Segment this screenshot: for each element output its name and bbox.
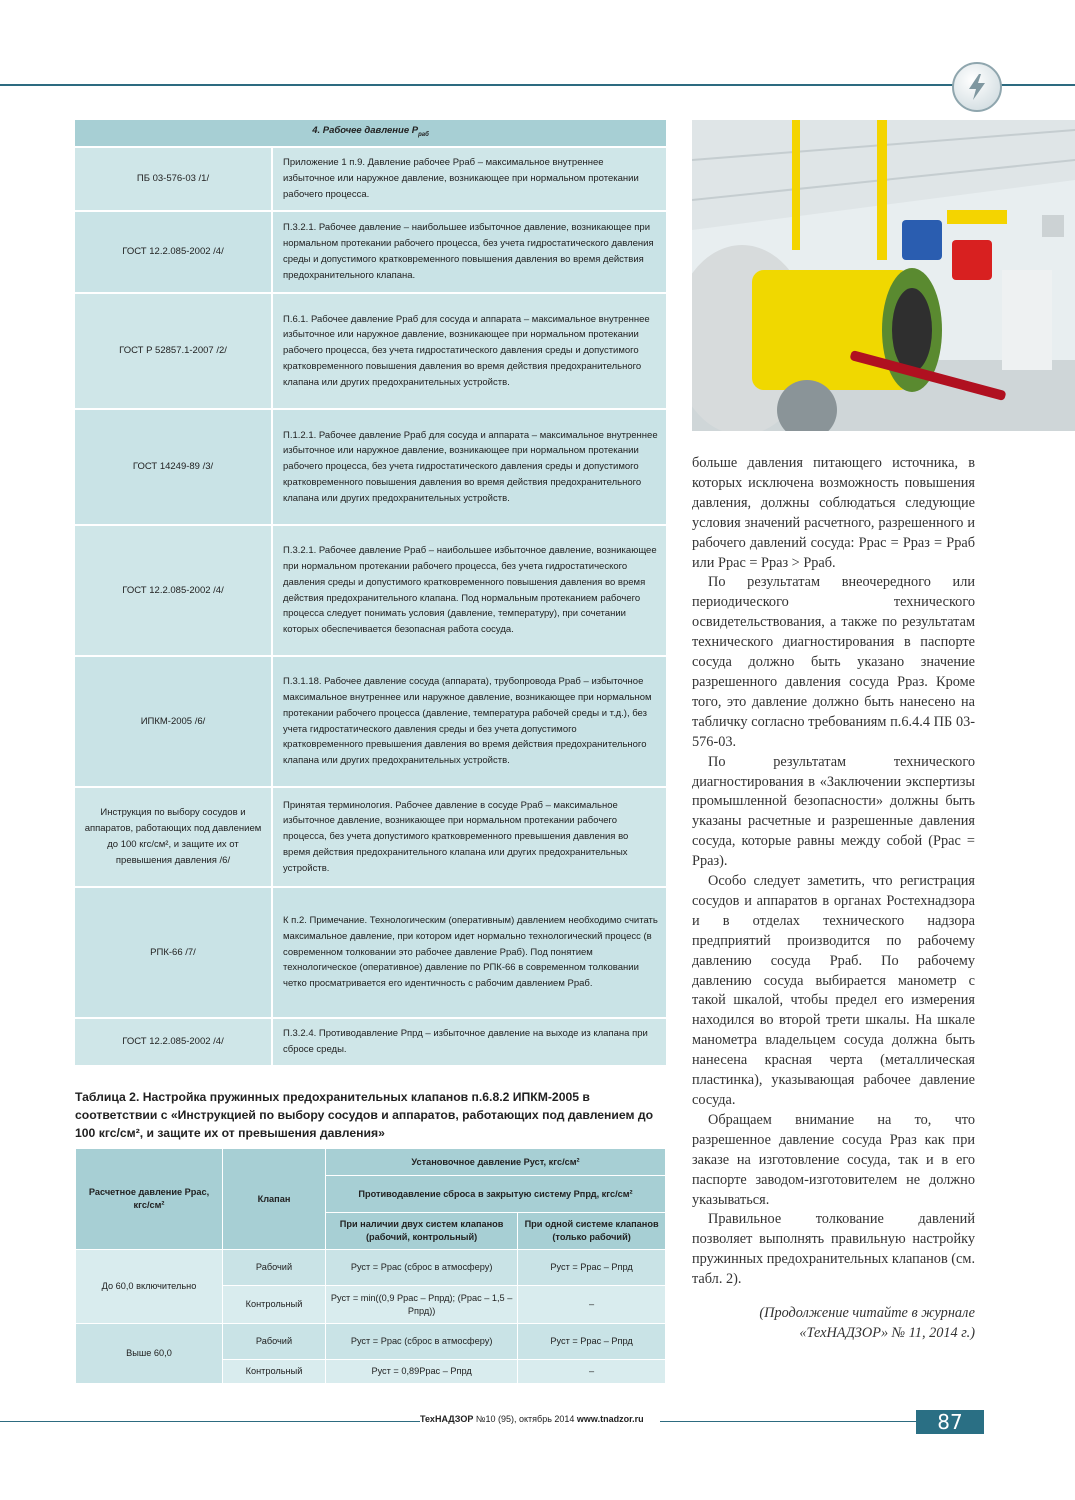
valve-cell: Рабочий: [223, 1324, 326, 1360]
article-column: [692, 454, 975, 1344]
doc-ref: ГОСТ Р 52857.1-2007 /2/: [75, 293, 272, 409]
doc-ref: ГОСТ 12.2.085-2002 /4/: [75, 211, 272, 293]
page-number: 87: [916, 1410, 984, 1434]
table-row: [75, 409, 666, 525]
doc-ref: ПБ 03-576-03 /1/: [75, 147, 272, 211]
two-systems-cell: Pуст = min((0,9 Pрас – Pпрд); (Pрас – 1,5 – Pпрд)): [326, 1286, 518, 1324]
col-valve: Клапан: [223, 1149, 326, 1250]
table-row: [75, 656, 666, 787]
paragraph: Правильное толкование давлений позволяет выполнять правильную настройку пружинных предохранительных клапанов (см. табл. 2).: [692, 1211, 976, 1288]
col-one-system: При одной системе клапанов (только рабочий): [518, 1213, 666, 1250]
gas-station-illustration: [692, 120, 1075, 431]
definition-text: П.3.1.18. Рабочее давление сосуда (аппарата), трубопровода Pраб – избыточное максимальное внутреннее или наружное давление, возникающее при нормальном протекании рабочего процесса (давление, температура рабочей среды и т.д.), без учета гидростатического давления среды и без учета допустимого кратковременного превышения давления во время действия предохранительного клапана или других предохранительных устройств.: [272, 656, 666, 787]
terms-table-header: [75, 120, 666, 147]
col-back-pressure: Противодавление сброса в закрытую систему Pпрд, кгс/см²: [326, 1176, 666, 1213]
table-row: [75, 887, 666, 1018]
footer-rule-right: [660, 1421, 916, 1422]
table-row: [75, 525, 666, 656]
one-system-cell: –: [518, 1360, 666, 1384]
paragraph: Особо следует заметить, что регистрация сосудов и аппаратов в органах Ростехнадзора и в отделах технического надзора предприятий производится по рабочему давлению сосуда Pраб. По рабочему давлению сосуда выбирается манометр с такой шкалой, чтобы предел его измерения находился во второй трети шкалы. На шкале манометра владельцем сосуда должна быть нанесена красная черта (металлическая пластинка), указывающая рабочее давление сосуда.: [692, 873, 975, 1108]
table-row: [76, 1324, 666, 1360]
two-systems-cell: Pуст = Pрас (сброс в атмосферу): [326, 1324, 518, 1360]
table2-title: Таблица 2. Настройка пружинных предохранительных клапанов п.6.8.2 ИПКМ-2005 в соответствии с «Инструкцией по выбору сосудов и аппаратов, работающих под давлением до 100 кгс/см², и защите их от превышения давления»: [75, 1090, 654, 1140]
table-row: [75, 147, 666, 211]
valve-cell: Контрольный: [223, 1286, 326, 1324]
equipment-photo: [692, 120, 1075, 431]
range-cell: До 60,0 включительно: [76, 1250, 223, 1324]
table-row: [75, 787, 666, 887]
col-set-pressure: Установочное давление Pуст, кгс/см²: [326, 1149, 666, 1176]
one-system-cell: Pуст = Pрас – Pпрд: [518, 1324, 666, 1360]
definition-text: П.3.2.1. Рабочее давление – наибольшее избыточное давление, возникающее при нормальном протекании рабочего процесса, без учета гидростатического давления среды и допустимого кратковременного повышения давления во время действия предохранительного клапана.: [272, 211, 666, 293]
definition-text: Принятая терминология. Рабочее давление в сосуде Pраб – максимальное избыточное давление, возникающее при нормальном протекании рабочего процесса, без учета допустимого кратковременного превышения давления во время действия предохранительного клапана или других предохранительных устройств.: [272, 787, 666, 887]
valve-cell: Рабочий: [223, 1250, 326, 1286]
footer-rule: [0, 1421, 420, 1422]
lightning-icon: [962, 72, 992, 102]
doc-ref: Инструкция по выбору сосудов и аппаратов, работающих под давлением до 100 кгс/см², и защите их от превышения давления /6/: [75, 787, 272, 887]
definition-text: К п.2. Примечание. Технологическим (оперативным) давлением необходимо считать максимальное давление, при котором идет нормально технологический процесс (в современном толковании это рабочее давление Pраб). Под понятием технологическое (оперативное) давление по РПК-66 в современном толковании четко просматривается его идентичность с рабочим давлением Pраб.: [272, 887, 666, 1018]
two-systems-cell: Pуст = 0,89Pрас – Pпрд: [326, 1360, 518, 1384]
header-rule: [0, 84, 955, 86]
doc-ref: ГОСТ 12.2.085-2002 /4/: [75, 525, 272, 656]
magazine-logo: [952, 62, 1002, 112]
col-calc-pressure: Расчетное давление Pрас, кгс/см²: [76, 1149, 223, 1250]
definition-text: П.3.2.1. Рабочее давление Pраб – наибольшее избыточное давление, возникающее при нормальном протекании рабочего процесса, без учета гидростатического давления среды и допустимого кратковременного повышения давления во время действия предохранительного клапана. Под нормальным протеканием рабочего процесса следует понимать условия (давление, температуру), при сочетании которых обеспечивается безопасная работа сосуда.: [272, 525, 666, 656]
one-system-cell: Pуст = Pрас – Pпрд: [518, 1250, 666, 1286]
paragraph: По результатам технического диагностирования в «Заключении экспертизы промышленной безопасности» должны быть указаны расчетные и разрешенные давления сосуда, которые равны между собой (Pрас = Pраз).: [692, 753, 975, 870]
col-two-systems: При наличии двух систем клапанов (рабочий, контрольный): [326, 1213, 518, 1250]
paragraph: больше давления питающего источника, в которых исключена возможность повышения давления, должны соблюдаться следующие условия значений расчетного, разрешенного и рабочего давлений сосуда: Pрас = Pраз = Pраб или Pрас = Pраз > Pраб.: [692, 455, 975, 571]
table-row: [75, 211, 666, 293]
table-row: [75, 293, 666, 409]
paragraph: Обращаем внимание на то, что разрешенное давление сосуда Pраз как при заказе на изготовление сосуда, так и в его паспорте заводом-изготовителем не должно указываться.: [692, 1111, 975, 1208]
paragraph: По результатам внеочередного или периодического технического освидетельствования, а также по результатам технического диагностирования в паспорте сосуда должно быть указано значение разрешенного давления сосуда Pраз. Кроме того, это давление должно быть нанесено на табличку согласно требованиям п.6.4.4 ПБ 03-576-03.: [692, 574, 975, 750]
table-row: [76, 1250, 666, 1286]
definition-text: П.6.1. Рабочее давление Pраб для сосуда и аппарата – максимальное внутреннее избыточное или наружное давление, возникающее при нормальном протекании рабочего процесса, без учета гидростатического давления среды и допустимого кратковременного повышения давления во время действия предохранительного клапана или других предохранительных устройств.: [272, 293, 666, 409]
terms-table-title: 4. Рабочее давление $P_{раб}$: [75, 120, 666, 147]
doc-ref: ИПКМ-2005 /6/: [75, 656, 272, 787]
table-row: [75, 1018, 666, 1066]
two-systems-cell: Pуст = Pрас (сброс в атмосферу): [326, 1250, 518, 1286]
range-cell: Выше 60,0: [76, 1324, 223, 1384]
terms-table: [75, 120, 666, 1067]
footer-text: ТехНАДЗОР №10 (95), октябрь 2014 www.tnadzor.ru: [420, 1414, 644, 1424]
one-system-cell: –: [518, 1286, 666, 1324]
continuation-note: (Продолжение читайте в журнале «ТехНАДЗОР» № 11, 2014 г.): [759, 1305, 975, 1341]
valves-table: [75, 1148, 666, 1384]
doc-ref: ГОСТ 12.2.085-2002 /4/: [75, 1018, 272, 1066]
doc-ref: РПК-66 /7/: [75, 887, 272, 1018]
definition-text: Приложение 1 п.9. Давление рабочее Pраб – максимальное внутреннее избыточное или наружное давление, возникающее при нормальном протекании рабочего процесса.: [272, 147, 666, 211]
definition-text: П.3.2.4. Противодавление Pпрд – избыточное давление на выходе из клапана при сбросе среды.: [272, 1018, 666, 1066]
definition-text: П.1.2.1. Рабочее давление Pраб для сосуда и аппарата – максимальное внутреннее избыточное или наружное давление, возникающее при нормальном протекании рабочего процесса, без учета гидростатического давления среды и допустимого кратковременного повышения давления во время действия предохранительного клапана или других предохранительных устройств.: [272, 409, 666, 525]
header-rule-right: [1000, 84, 1075, 86]
doc-ref: ГОСТ 14249-89 /3/: [75, 409, 272, 525]
valve-cell: Контрольный: [223, 1360, 326, 1384]
footer-site-link[interactable]: www.tnadzor.ru: [576, 1414, 644, 1424]
